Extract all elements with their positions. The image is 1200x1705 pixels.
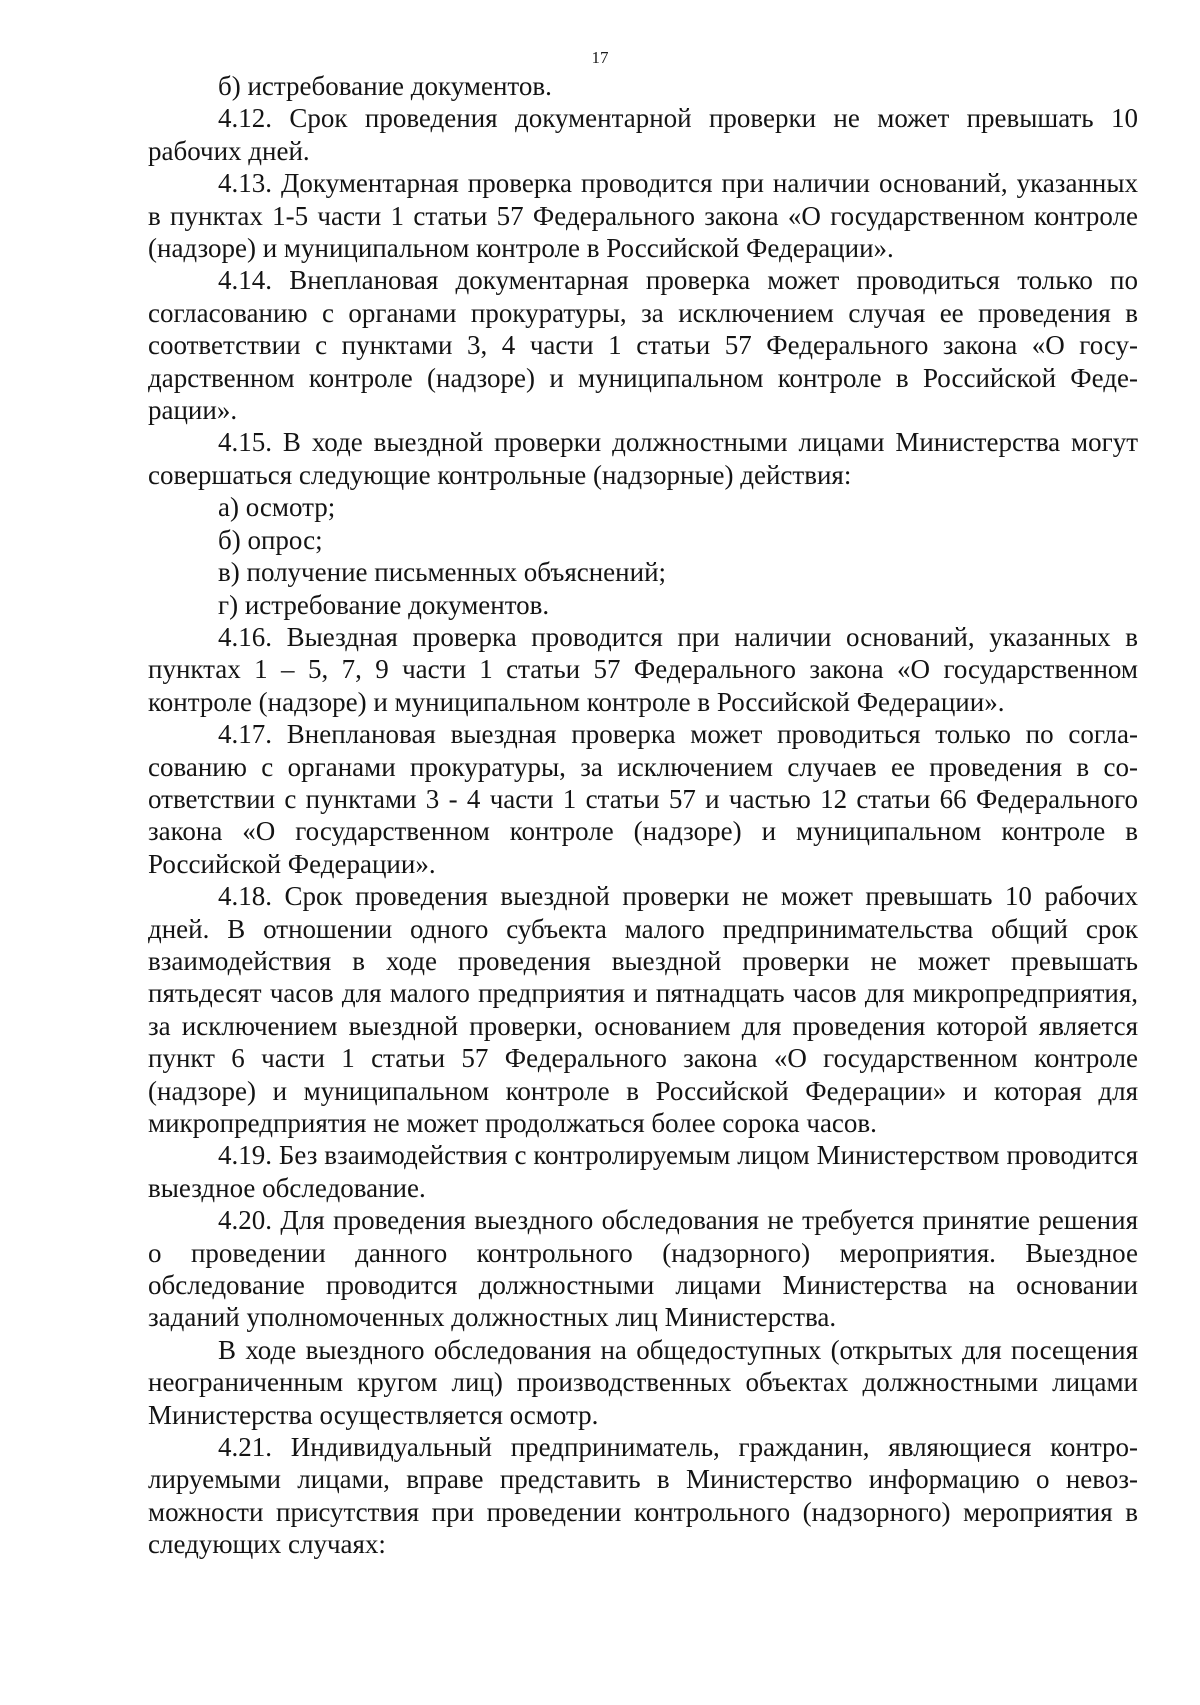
document-body [148,70,1138,1561]
clause-4-19: 4.19. Без взаимодействия с контролируемым лицом Министерством проводится выездное обследование. [148,1140,1138,1203]
list-item: в) получение письменных объяснений; [218,557,667,588]
clause-4-17: 4.17. Внеплановая выездная проверка может проводиться только по согласованию с органами прокуратуры, за исключением случаев ее проведения в соответствии с пунктами 3 - 4 части 1 статьи 57 и частью 12 статьи 66 Федерального закона «О государственном контроле (надзоре) и муниципальном контроле в Российской Федерации». [148,719,1138,879]
clause-4-18: 4.18. Срок проведения выездной проверки не может превышать 10 рабочих дней. В отношении одного субъекта малого предпринимательства общий срок взаимодействия в ходе проведения выездной проверки не может превышать пятьдесят часов для малого предприятия и пятнадцать часов для микропредприятия, за исключением выездной проверки, основанием для проведения которой является пункт 6 части 1 статьи 57 Федерального закона «О государственном контроле (надзоре) и муниципальном контроле в Российской Федерации» и которая для микропредприятия не может продолжаться более сорока часов. [148,881,1138,1138]
list-item: б) опрос; [218,524,323,555]
clause-4-20-continuation: В ходе выездного обследования на общедоступных (открытых для посещения неограниченным кругом лиц) производственных объектах должностными лицами Министерства осуществляется осмотр. [148,1334,1138,1430]
clause-4-15: 4.15. В ходе выездной проверки должностными лицами Министерства могут совершаться следующие контрольные (надзорные) действия: [148,427,1138,490]
clause-4-20: 4.20. Для проведения выездного обследования не требуется принятие решения о проведении данного контрольного (надзорного) мероприятия. Выездное обследование проводится должностными лицами Министерства на основании заданий уполномоченных должностных лиц Министерства. [148,1205,1138,1333]
list-item: г) истребование документов. [218,589,550,620]
clause-4-14: 4.14. Внеплановая документарная проверка может проводиться только по согласованию с органами прокуратуры, за исключением случая ее проведения в соответствии с пунктами 3, 4 части 1 статьи 57 Федерального закона «О государственном контроле (надзоре) и муниципальном контроле в Российской Федерации». [148,265,1138,426]
list-item: б) истребование документов. [218,71,552,101]
clause-4-13: 4.13. Документарная проверка проводится при наличии оснований, указанных в пунктах 1-5 части 1 статьи 57 Федерального закона «О государственном контроле (надзоре) и муниципальном контроле в Российской Федерации». [148,168,1138,264]
clause-4-16: 4.16. Выездная проверка проводится при наличии оснований, указанных в пунктах 1 – 5, 7, 9 части 1 статьи 57 Федерального закона «О государственном контроле (надзоре) и муниципальном контроле в Российской Федерации». [148,621,1138,717]
page-number: 17 [591,48,609,67]
list-item: а) осмотр; [218,492,336,523]
clause-4-12: 4.12. Срок проведения документарной проверки не может превышать 10 рабочих дней. [148,103,1138,166]
clause-4-21: 4.21. Индивидуальный предприниматель, гражданин, являющиеся контролируемыми лицами, вправе представить в Министерство информацию о невозможности присутствия при проведении контрольного (надзорного) мероприятия в следующих случаях: [148,1432,1138,1560]
